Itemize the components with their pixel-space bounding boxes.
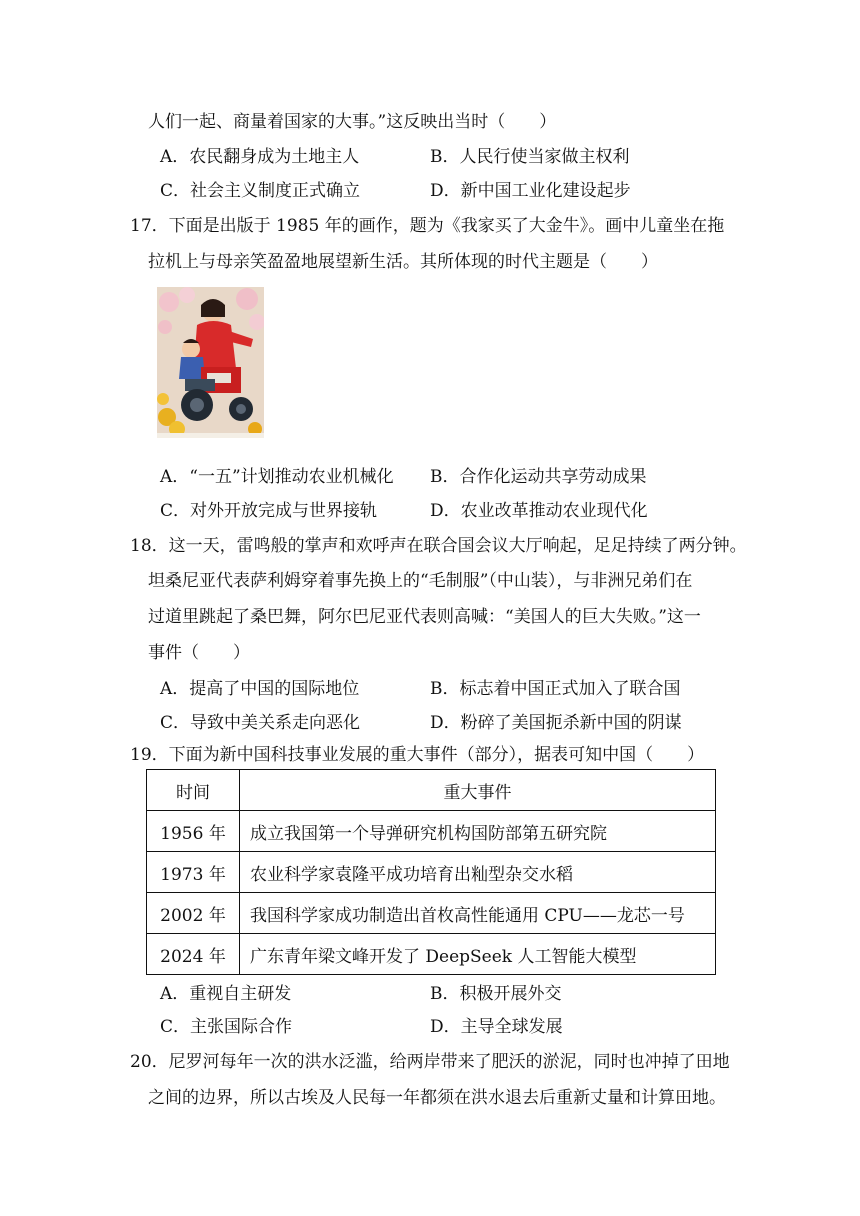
table-row <box>147 852 716 893</box>
q18-stem-line1: 18．这一天，雷鸣般的掌声和欢呼声在联合国会议大厅响起，足足持续了两分钟。 <box>130 536 747 556</box>
table-header-row <box>147 770 716 811</box>
table-cell-year: 1956 年 <box>147 811 240 852</box>
table-cell-year: 1973 年 <box>147 852 240 893</box>
table-header-event: 重大事件 <box>240 770 716 811</box>
q18-option-d: D．粉碎了美国扼杀新中国的阴谋 <box>430 713 682 733</box>
q17-stem-line2: 拉机上与母亲笑盈盈地展望新生活。其所体现的时代主题是（ ） <box>148 252 658 272</box>
q20-stem-line2: 之间的边界，所以古埃及人民每一年都须在洪水退去后重新丈量和计算田地。 <box>148 1088 726 1108</box>
q17-option-b: B．合作化运动共享劳动成果 <box>430 467 647 487</box>
q18-stem-line2: 坦桑尼亚代表萨利姆穿着事先换上的“毛制服”（中山装），与非洲兄弟们在 <box>148 571 693 591</box>
table-row <box>147 811 716 852</box>
table-row <box>147 893 716 934</box>
q16-option-d: D．新中国工业化建设起步 <box>430 181 631 201</box>
q16-stem-tail: 人们一起、商量着国家的大事。”这反映出当时（ ） <box>148 112 557 132</box>
q17-option-a: A．“一五”计划推动农业机械化 <box>160 467 394 487</box>
table-row <box>147 934 716 975</box>
table-cell-year: 2002 年 <box>147 893 240 934</box>
q17-option-d: D．农业改革推动农业现代化 <box>430 501 648 521</box>
q19-option-b: B．积极开展外交 <box>430 984 562 1004</box>
table-cell-event: 成立我国第一个导弹研究机构国防部第五研究院 <box>240 811 716 852</box>
q19-option-c: C．主张国际合作 <box>160 1017 293 1037</box>
q18-option-b: B．标志着中国正式加入了联合国 <box>430 679 681 699</box>
q17-stem-line1: 17．下面是出版于 1985 年的画作，题为《我家买了大金牛》。画中儿童坐在拖 <box>130 216 725 236</box>
q18-stem-line4: 事件（ ） <box>148 643 250 663</box>
table-cell-year: 2024 年 <box>147 934 240 975</box>
q18-stem-line3: 过道里跳起了桑巴舞，阿尔巴尼亚代表则高喊：“美国人的巨大失败。”这一 <box>148 607 701 627</box>
q19-option-a: A．重视自主研发 <box>160 984 292 1004</box>
table-cell-event: 农业科学家袁隆平成功培育出籼型杂交水稻 <box>240 852 716 893</box>
q17-option-c: C．对外开放完成与世界接轨 <box>160 501 378 521</box>
q16-option-b: B．人民行使当家做主权利 <box>430 147 630 167</box>
q20-stem-line1: 20．尼罗河每年一次的洪水泛滥，给两岸带来了肥沃的淤泥，同时也冲掉了田地 <box>130 1052 730 1072</box>
table-header-time: 时间 <box>147 770 240 811</box>
painting-image <box>157 287 264 438</box>
table-cell-event: 广东青年梁文峰开发了 DeepSeek 人工智能大模型 <box>240 934 716 975</box>
painting-illustration <box>157 287 264 438</box>
q16-option-c: C．社会主义制度正式确立 <box>160 181 361 201</box>
q19-stem: 19．下面为新中国科技事业发展的重大事件（部分），据表可知中国（ ） <box>130 745 705 765</box>
q18-option-c: C．导致中美关系走向恶化 <box>160 713 361 733</box>
q16-option-a: A．农民翻身成为土地主人 <box>160 147 360 167</box>
events-table <box>146 769 716 975</box>
q19-option-d: D．主导全球发展 <box>430 1017 563 1037</box>
q18-option-a: A．提高了中国的国际地位 <box>160 679 360 699</box>
table-cell-event: 我国科学家成功制造出首枚高性能通用 CPU——龙芯一号 <box>240 893 716 934</box>
